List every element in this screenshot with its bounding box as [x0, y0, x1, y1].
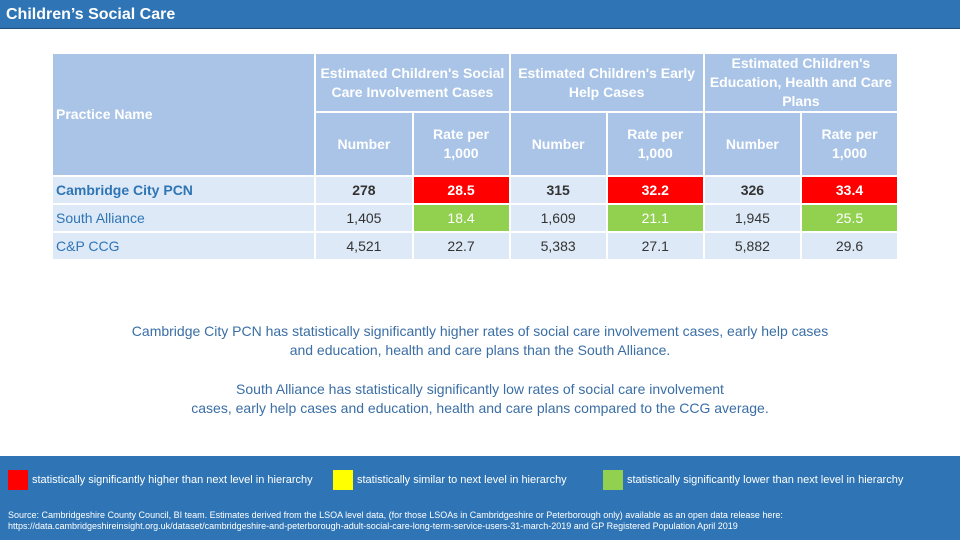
- red-swatch: [8, 470, 28, 490]
- note-line: cases, early help cases and education, health and care plans compared to the CCG average.: [191, 400, 769, 416]
- rate-cell: 25.5: [802, 205, 897, 231]
- source-note: [8, 510, 954, 532]
- table-row-south-alliance: [53, 205, 897, 231]
- legend-label: statistically significantly higher than next level in hierarchy: [32, 474, 313, 486]
- number-cell: 5,882: [705, 233, 800, 259]
- number-cell: 4,521: [316, 233, 411, 259]
- rate-header: Rate per 1,000: [608, 113, 703, 175]
- legend-label: statistically similar to next level in hierarchy: [357, 474, 567, 486]
- rate-cell: 18.4: [414, 205, 509, 231]
- number-header: Number: [705, 113, 800, 175]
- rate-cell: 33.4: [802, 177, 897, 203]
- practice-name-cell: C&P CCG: [53, 233, 314, 259]
- table-row-cambridge-city-pcn: [53, 177, 897, 203]
- rate-cell: 28.5: [414, 177, 509, 203]
- source-line: https://data.cambridgeshireinsight.org.uk/dataset/cambridgeshire-and-peterborough-adult-social-care-long-term-service-users-31-march-2019 and GP Registered Population April 2019: [8, 521, 738, 531]
- number-cell: 1,609: [511, 205, 606, 231]
- footer-panel: [0, 456, 960, 540]
- number-cell: 1,405: [316, 205, 411, 231]
- summary-note-cambridge: [0, 322, 960, 360]
- rate-header: Rate per 1,000: [414, 113, 509, 175]
- practice-name-cell: Cambridge City PCN: [53, 177, 314, 203]
- header-bar: [0, 0, 960, 29]
- page-title: Children’s Social Care: [6, 6, 176, 23]
- table-row-cp-ccg: [53, 233, 897, 259]
- number-cell: 5,383: [511, 233, 606, 259]
- children-social-care-table: [51, 52, 899, 261]
- rate-cell: 29.6: [802, 233, 897, 259]
- note-line: Cambridge City PCN has statistically significantly higher rates of social care involvement cases, early help cases: [131, 323, 829, 339]
- number-cell: 1,945: [705, 205, 800, 231]
- note-line: and education, health and care plans than the South Alliance.: [289, 342, 671, 358]
- rate-header: Rate per 1,000: [802, 113, 897, 175]
- green-swatch: [603, 470, 623, 490]
- number-cell: 326: [705, 177, 800, 203]
- rate-cell: 21.1: [608, 205, 703, 231]
- number-cell: 315: [511, 177, 606, 203]
- rate-cell: 27.1: [608, 233, 703, 259]
- practice-name-header: Practice Name: [53, 54, 314, 175]
- rate-cell: 32.2: [608, 177, 703, 203]
- legend-label: statistically significantly lower than next level in hierarchy: [627, 474, 904, 486]
- social-care-involvement-header: Estimated Children's Social Care Involvement Cases: [316, 54, 508, 111]
- number-cell: 278: [316, 177, 411, 203]
- early-help-header: Estimated Children's Early Help Cases: [511, 54, 703, 111]
- practice-name-cell: South Alliance: [53, 205, 314, 231]
- note-line: South Alliance has statistically significantly low rates of social care involvement: [236, 381, 724, 397]
- yellow-swatch: [333, 470, 353, 490]
- number-header: Number: [316, 113, 411, 175]
- rate-cell: 22.7: [414, 233, 509, 259]
- source-line: Source: Cambridgeshire County Council, BI team. Estimates derived from the LSOA level data, (for those LSOAs in Cambridgeshire or Peterborough only) available as an open data release here:: [8, 510, 783, 520]
- summary-note-south-alliance: [0, 380, 960, 418]
- ehc-plans-header: Estimated Children's Education, Health and Care Plans: [705, 54, 897, 111]
- number-header: Number: [511, 113, 606, 175]
